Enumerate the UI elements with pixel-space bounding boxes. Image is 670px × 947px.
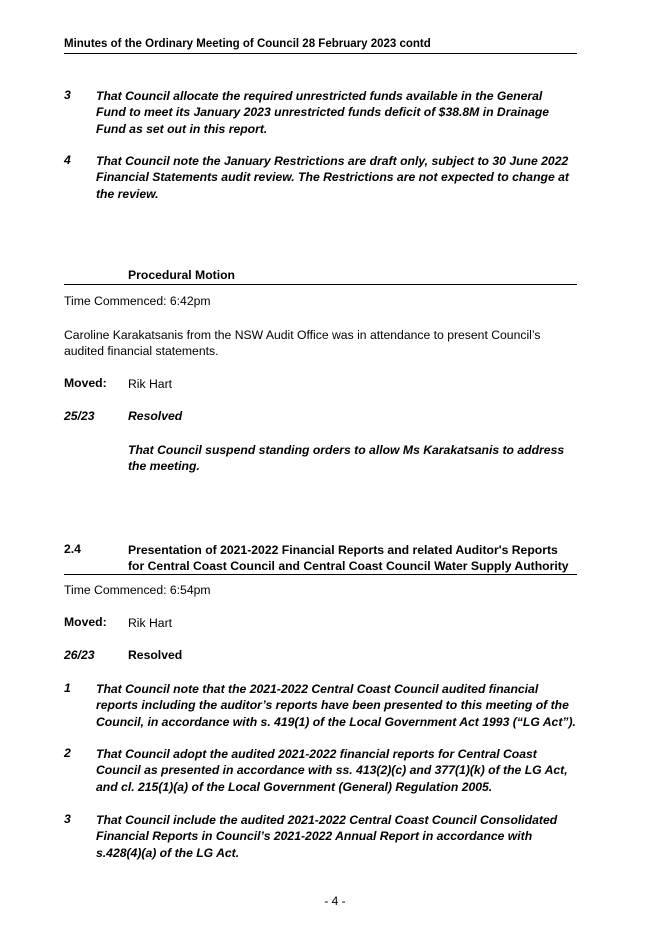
text-line: the review.: [96, 186, 159, 201]
item-number: 3: [64, 812, 71, 826]
section-title: [128, 542, 580, 575]
moved-value: Rik Hart: [128, 377, 173, 391]
text-line: the meeting.: [128, 459, 200, 474]
heading-rule: [64, 574, 577, 575]
resolution-number: 26/23: [64, 648, 95, 662]
item-text: [96, 812, 586, 861]
procedural-heading: Procedural Motion: [128, 268, 235, 282]
text-line: Fund as set out in this report.: [96, 121, 268, 136]
text-line: That Council allocate the required unrestricted funds available in the General: [96, 89, 543, 103]
page-header: Minutes of the Ordinary Meeting of Council 28 February 2023 contd: [64, 38, 577, 54]
attendance-paragraph: [64, 327, 579, 360]
time-commenced: Time Commenced: 6:42pm: [64, 294, 211, 308]
text-line: for Central Coast Council and Central Coast Council Water Supply Authority: [128, 559, 569, 574]
item-number: 1: [64, 681, 71, 695]
text-line: That Council adopt the audited 2021-2022 financial reports for Central Coast: [96, 747, 537, 761]
moved-label: Moved:: [64, 376, 107, 390]
text-line: Presentation of 2021-2022 Financial Reports and related Auditor's Reports: [128, 543, 558, 557]
text-line: and cl. 215(1)(a) of the Local Government (General) Regulation 2005.: [96, 779, 493, 794]
text-line: That Council note the January Restrictions are draft only, subject to 30 June 2022: [96, 154, 569, 168]
heading-rule: [64, 284, 577, 285]
moved-label: Moved:: [64, 615, 107, 629]
text-line: Caroline Karakatsanis from the NSW Audit Office was in attendance to present Council’s: [64, 328, 541, 342]
text-line: That Council include the audited 2021-2022 Central Coast Council Consolidated: [96, 813, 558, 827]
time-commenced: Time Commenced: 6:54pm: [64, 583, 211, 597]
text-line: reports including the auditor’s reports have been presented to this meeting of the: [96, 698, 569, 713]
resolution-number: 25/23: [64, 409, 95, 423]
text-line: Council, in accordance with s. 419(1) of the Local Government Act 1993 (“LG Act”).: [96, 714, 576, 729]
text-line: That Council note that the 2021-2022 Central Coast Council audited financial: [96, 682, 539, 696]
page-number: - 4 -: [324, 894, 346, 908]
item-text: [96, 153, 586, 202]
text-line: Financial Reports in Council’s 2021-2022 Annual Report in accordance with: [96, 829, 533, 844]
item-number: 2: [64, 746, 71, 760]
text-line: That Council suspend standing orders to allow Ms Karakatsanis to address: [128, 443, 565, 457]
item-number: 4: [64, 153, 71, 167]
text-line: Financial Statements audit review. The Restrictions are not expected to change at: [96, 170, 569, 185]
item-number: 3: [64, 88, 71, 102]
text-line: s.428(4)(a) of the LG Act.: [96, 845, 240, 860]
item-text: [96, 88, 586, 137]
text-line: Council as presented in accordance with ss. 413(2)(c) and 377(1)(k) of the LG Act,: [96, 763, 568, 778]
text-line: audited financial statements.: [64, 344, 219, 359]
moved-value: Rik Hart: [128, 616, 173, 630]
resolution-label: Resolved: [128, 409, 183, 423]
text-line: Fund to meet its January 2023 unrestricted funds deficit of $38.8M in Drainage: [96, 105, 550, 120]
item-text: [96, 681, 586, 730]
item-text: [96, 746, 586, 795]
resolution-label: Resolved: [128, 648, 183, 662]
section-number: 2.4: [64, 542, 81, 556]
resolution-text: [128, 442, 578, 475]
